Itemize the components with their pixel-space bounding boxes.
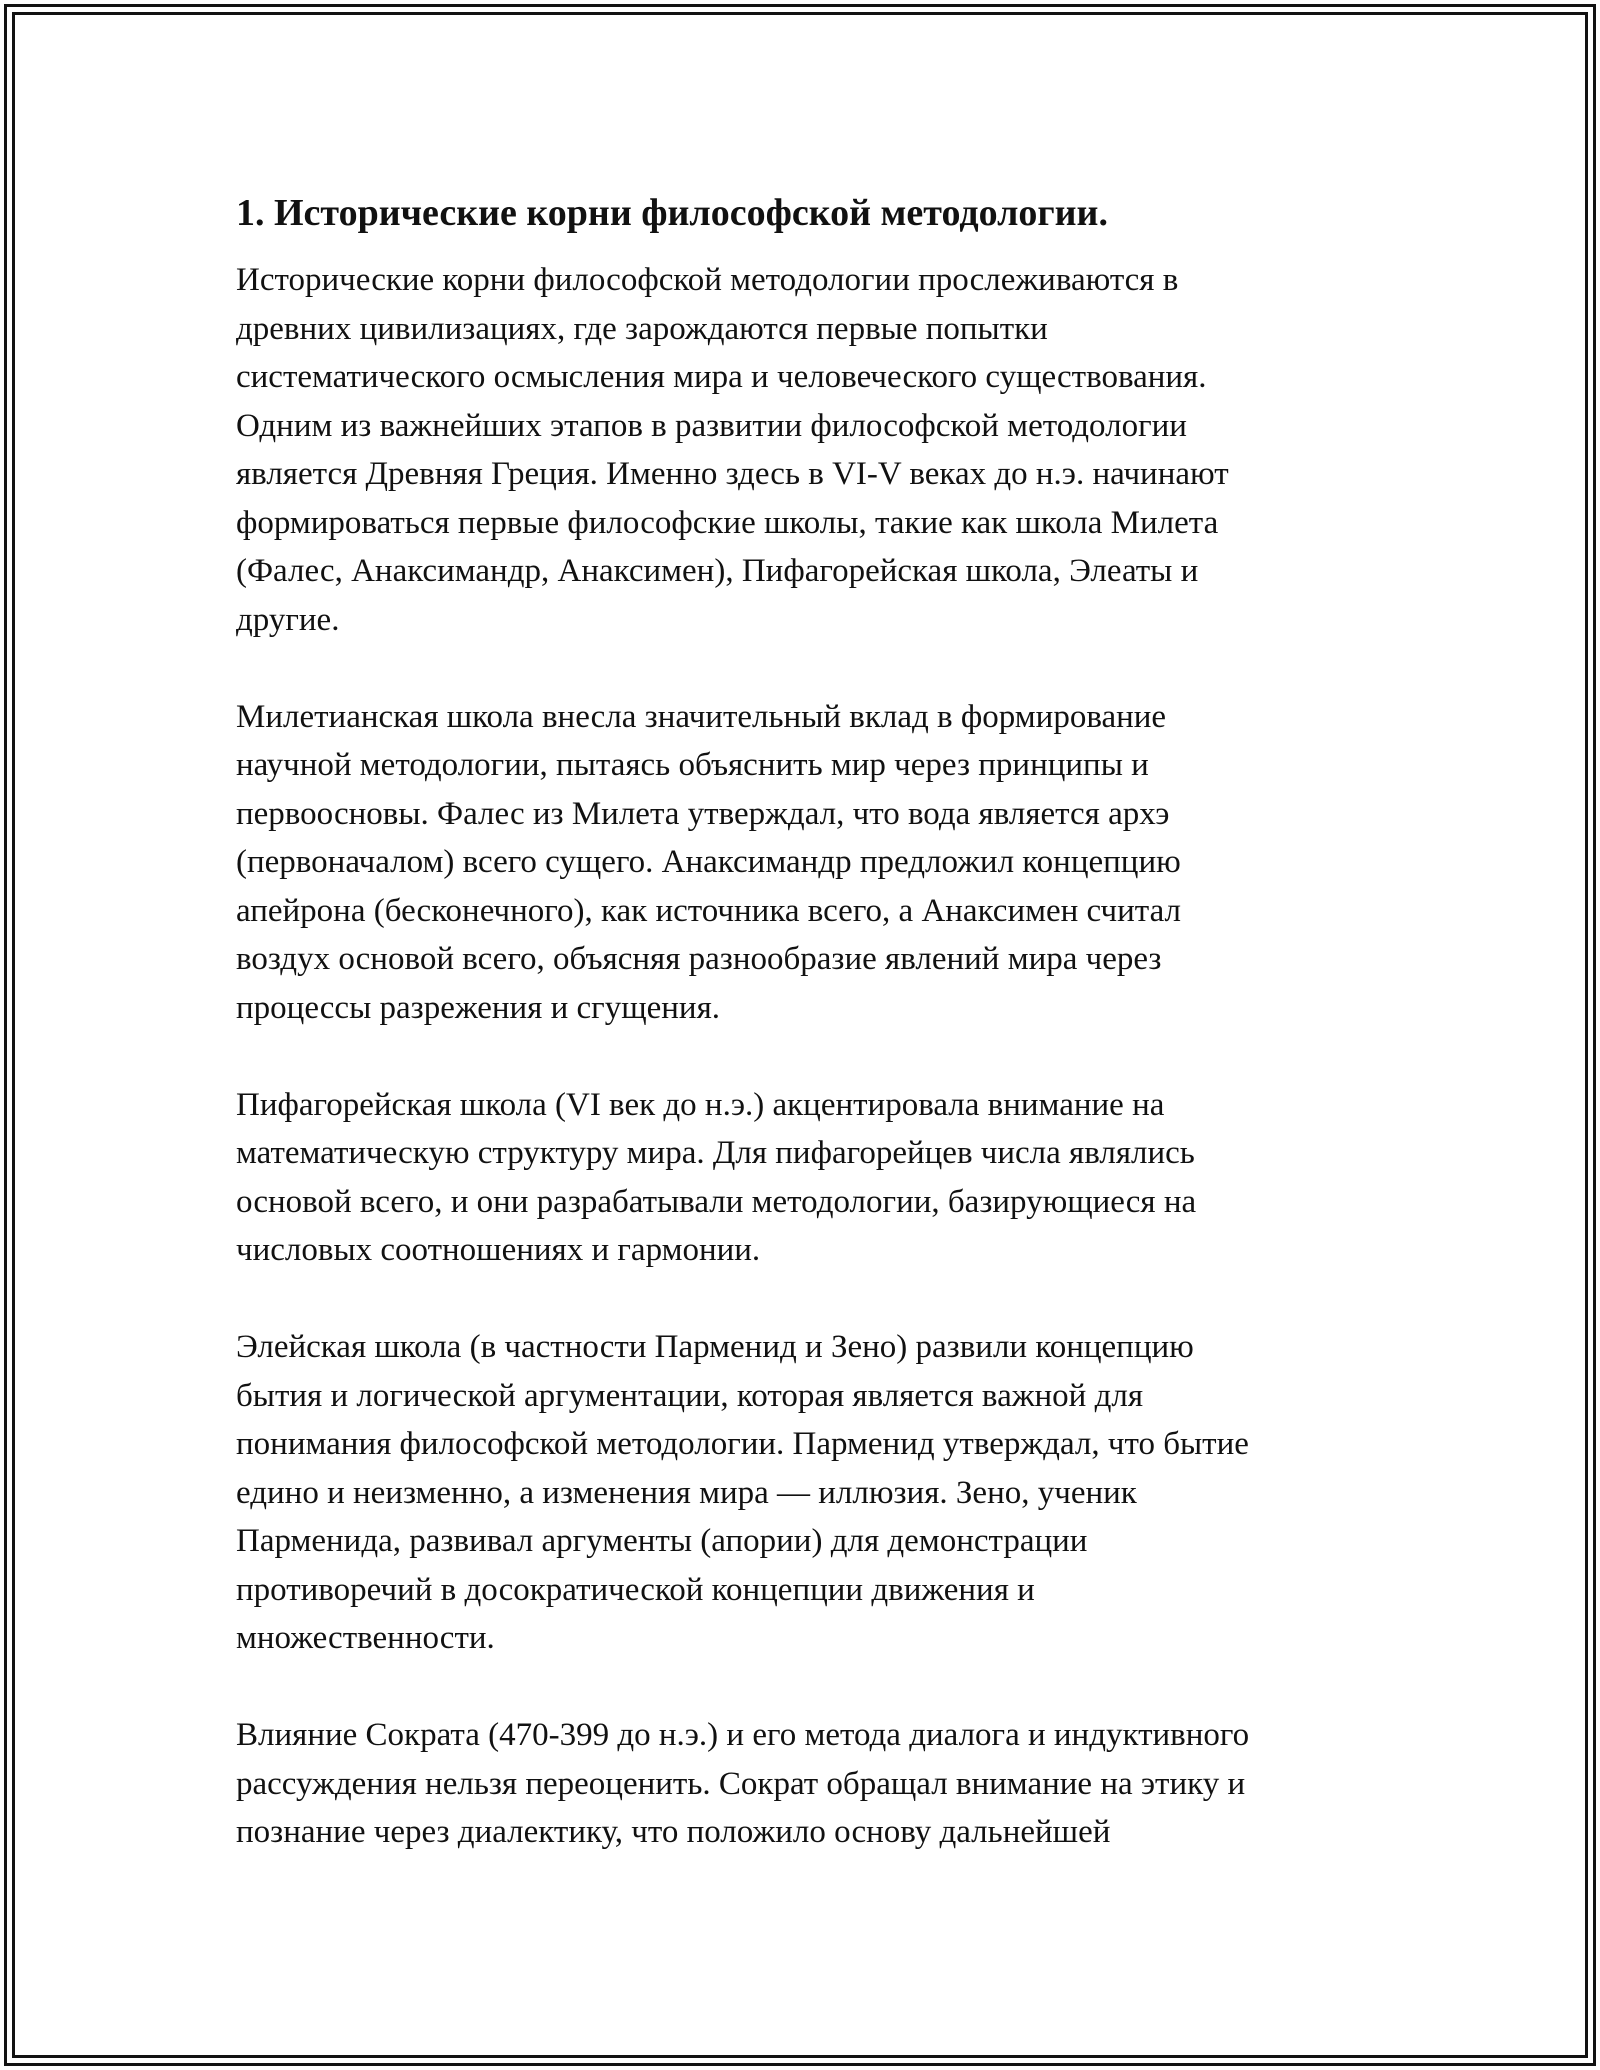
- text-line: противоречий в досократической концепции движения и: [236, 1571, 1035, 1608]
- text-line: основой всего, и они разрабатывали методологии, базирующиеся на: [236, 1183, 1197, 1220]
- text-line: (Фалес, Анаксимандр, Анаксимен), Пифагорейская школа, Элеаты и: [236, 553, 1199, 589]
- text-line: (первоначалом) всего сущего. Анаксимандр предложил концепцию: [236, 844, 1181, 880]
- text-line: древних цивилизациях, где зарождаются первые попытки: [236, 310, 1048, 347]
- text-line: Парменида, развивал аргументы (апории) для демонстрации: [236, 1523, 1088, 1559]
- text-line: процессы разрежения и сгущения.: [236, 989, 720, 1026]
- text-line: числовых соотношениях и гармонии.: [236, 1232, 761, 1268]
- text-line: Милетианская школа внесла значительный вклад в формирование: [236, 698, 1167, 735]
- text-line: математическую структуру мира. Для пифагорейцев числа являлись: [236, 1135, 1195, 1171]
- paragraph-4: [236, 1323, 1376, 1663]
- text-line: воздух основой всего, объясняя разнообразие явлений мира через: [236, 941, 1162, 977]
- document-page: [236, 186, 1376, 1857]
- section-title: 1. Исторические корни философской методологии.: [236, 192, 1108, 234]
- text-line: систематического осмысления мира и человеческого существования.: [236, 359, 1207, 395]
- text-line: Влияние Сократа (470-399 до н.э.) и его метода диалога и индуктивного: [236, 1717, 1250, 1753]
- text-line: первоосновы. Фалес из Милета утверждал, что вода является архэ: [236, 795, 1170, 832]
- text-line: понимания философской методологии. Парменид утверждал, что бытие: [236, 1426, 1249, 1462]
- text-line: едино и неизменно, а изменения мира — иллюзия. Зено, ученик: [236, 1474, 1137, 1511]
- paragraph-5: [236, 1711, 1376, 1857]
- paragraph-1: [236, 256, 1376, 644]
- text-line: Одним из важнейших этапов в развитии философской методологии: [236, 407, 1187, 444]
- text-line: бытия и логической аргументации, которая является важной для: [236, 1377, 1144, 1414]
- text-line: Элейская школа (в частности Парменид и Зено) развили концепцию: [236, 1329, 1194, 1365]
- text-line: апейрона (бесконечного), как источника всего, а Анаксимен считал: [236, 892, 1182, 929]
- text-line: познание через диалектику, что положило основу дальнейшей: [236, 1814, 1111, 1850]
- text-line: является Древняя Греция. Именно здесь в VI-V веках до н.э. начинают: [236, 456, 1229, 492]
- text-line: научной методологии, пытаясь объяснить мир через принципы и: [236, 747, 1149, 783]
- paragraph-2: [236, 693, 1376, 1033]
- text-line: Пифагорейская школа (VI век до н.э.) акцентировала внимание на: [236, 1086, 1165, 1123]
- text-line: формироваться первые философские школы, такие как школа Милета: [236, 504, 1219, 541]
- text-line: множественности.: [236, 1620, 495, 1656]
- text-line: другие.: [236, 601, 340, 638]
- paragraph-3: [236, 1081, 1376, 1275]
- text-line: рассуждения нельзя переоценить. Сократ обращал внимание на этику и: [236, 1765, 1246, 1802]
- text-line: Исторические корни философской методологии прослеживаются в: [236, 262, 1179, 298]
